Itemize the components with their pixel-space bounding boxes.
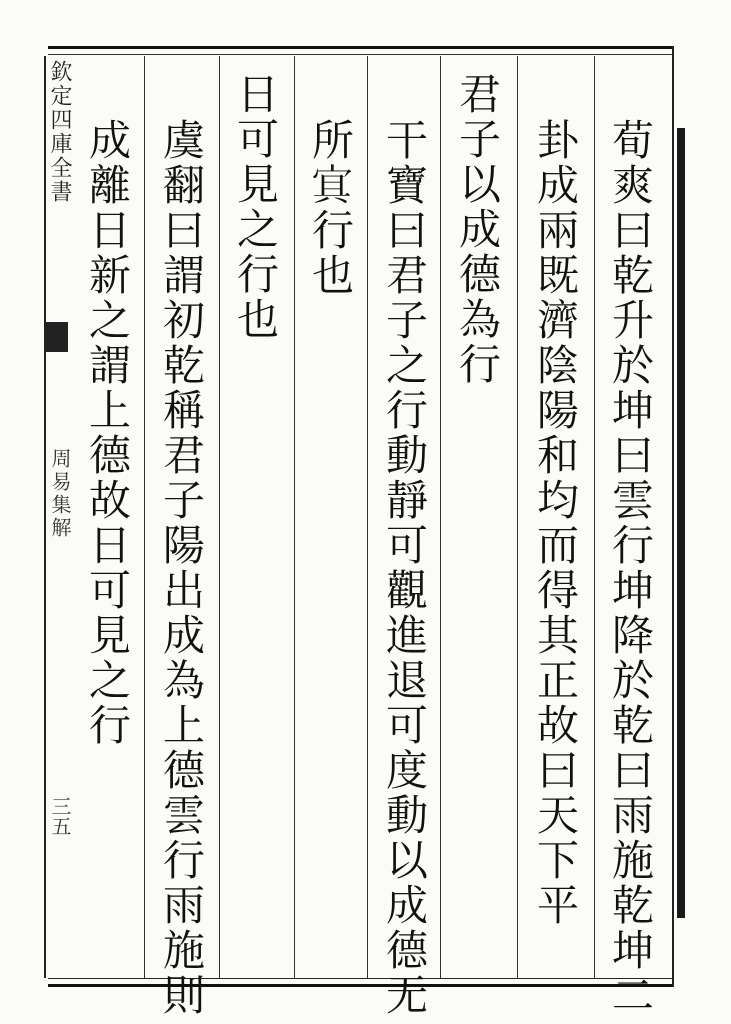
column-rule: [144, 56, 145, 978]
margin-page-number: 三五: [48, 796, 72, 836]
text-column-6: 日可見之行也: [231, 72, 280, 342]
frame-top-inner-border: [48, 54, 672, 55]
column-rule: [219, 56, 220, 978]
text-column-2: 卦成兩既濟陰陽和均而得其正故曰天下平: [531, 118, 580, 928]
text-column-5: 所𡨋行也: [306, 118, 355, 298]
text-column-1: 荀爽曰乾升於坤曰雲行坤降於乾曰雨施乾坤二: [606, 118, 655, 1018]
column-rule: [440, 56, 441, 978]
column-rule: [594, 56, 595, 978]
column-rule: [517, 56, 518, 978]
column-rule: [367, 56, 368, 978]
margin-book-title: 周易集解: [48, 448, 72, 540]
text-column-3: 君子以成德為行: [453, 72, 502, 387]
frame-bottom-border: [48, 984, 672, 987]
column-rule: [294, 56, 295, 978]
frame-top-border: [48, 46, 672, 49]
margin-title: 欽定四庫全書: [47, 60, 72, 204]
frame-right-border: [672, 46, 674, 987]
fishtail-mark: [46, 322, 68, 352]
text-column-4: 干寶曰君子之行動靜可觀進退可度動以成德无: [380, 118, 429, 1018]
page-edge-shadow: [677, 128, 685, 918]
text-column-7: 虞翻曰謂初乾稱君子陽出成為上德雲行雨施則: [157, 118, 206, 1018]
text-column-8: 成離日新之謂上德故日可見之行: [83, 118, 132, 748]
frame-bottom-inner-border: [48, 978, 672, 979]
